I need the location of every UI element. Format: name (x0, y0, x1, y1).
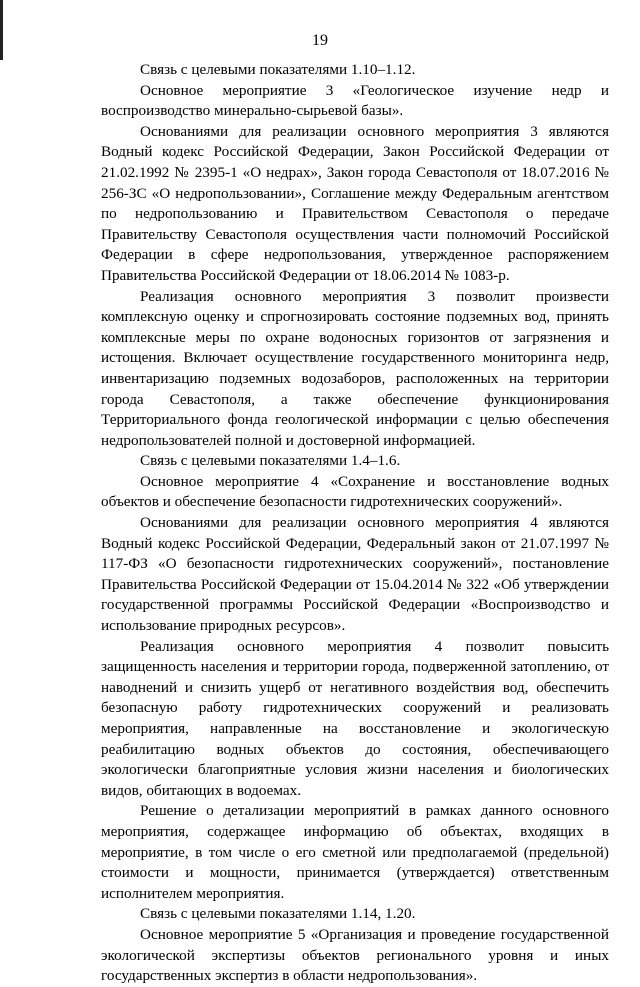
measure-4-basis-paragraph: Основаниями для реализации основного мероприятия 4 являются Водный кодекс Российской Федерации, Федеральный закон от 21.07.1997 № 117-ФЗ «О безопасности гидротехнических сооружений», постановление Правительства Российской Федерации от 15.04.2014 № 322 «Об утверждении государственной программы Российской Федерации «Воспроизводство и использование природных ресурсов». (101, 514, 609, 635)
measure-3-implementation-paragraph: Реализация основного мероприятия 3 позволит произвести комплексную оценку и спрогнозировать состояние подземных вод, принять комплексные меры по охране водоносных горизонтов от загрязнения и истощения. Включает осуществление государственного мониторинга недр, инвентаризацию подземных водозаборов, расположенных на территории города Севастополя, а также обеспечение функционирования Территориального фонда геологической информации с целью обеспечения недропользователей полной и достоверной информацией. (101, 287, 609, 449)
indicators-link-paragraph: Связь с целевыми показателями 1.4–1.6. (140, 452, 401, 470)
measure-4-implementation-paragraph: Реализация основного мероприятия 4 позволит повысить защищенность населения и территории города, подверженной затоплению, от наводнений и снизить ущерб от негативного воздействия вод, обеспечить безопасную работу гидротехнических сооружений и реализовать мероприятия, направленные на восстановление и экологическую реабилитацию водных объектов до состояния, обеспечивающего экологически благоприятные условия жизни населения и биологических видов, обитающих в водоемах. (101, 637, 609, 799)
indicators-link-paragraph: Связь с целевыми показателями 1.10–1.12. (140, 61, 416, 78)
measure-4-detail-decision-paragraph: Решение о детализации мероприятий в рамках данного основного мероприятия, содержащее информацию об объектах, входящих в мероприятие, в том числе о его сметной или предполагаемой (предельной) стоимости и мощности, принимается (утверждается) ответственным исполнителем мероприятия. (101, 802, 609, 902)
measure-4-title-paragraph: Основное мероприятие 4 «Сохранение и восстановление водных объектов и обеспечение безопасности гидротехнических сооружений». (101, 472, 609, 511)
measure-5-title-paragraph: Основное мероприятие 5 «Организация и проведение государственной экологической экспертизы объектов регионального уровня и иных государственных экспертиз в области недропользования». (101, 925, 609, 985)
page-edge-shadow (0, 0, 3, 60)
document-body (101, 60, 609, 987)
measure-3-title-paragraph: Основное мероприятие 3 «Геологическое изучение недр и воспроизводство минерально-сырьевой базы». (101, 81, 609, 120)
indicators-link-paragraph: Связь с целевыми показателями 1.14, 1.20. (140, 905, 416, 923)
page-number: 19 (312, 32, 328, 49)
measure-3-basis-paragraph: Основаниями для реализации основного мероприятия 3 являются Водный кодекс Российской Федерации, Закон Российской Федерации от 21.02.1992 № 2395-1 «О недрах», Закон города Севастополя от 18.07.2016 № 256-ЗС «О недропользовании», Соглашение между Федеральным агентством по недропользованию и Правительством Севастополя о передаче Правительству Севастополя осуществления части полномочий Российской Федерации в сфере недропользования, утвержденное распоряжением Правительства Российской Федерации от 18.06.2014 № 1083-р. (101, 122, 609, 284)
